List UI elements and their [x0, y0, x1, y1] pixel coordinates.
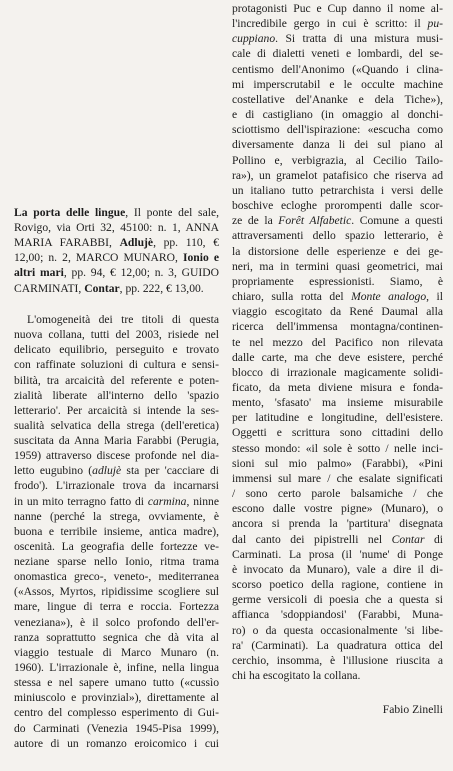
text-run: ancora si prenda la 'partitura' disegnata — [232, 517, 443, 531]
text-run: boschive ecloghe prorompenti dalle scor- — [232, 199, 443, 213]
body-line — [232, 396, 443, 410]
text-run: la distorsione delle esperienze e dei ge- — [232, 244, 443, 258]
text-run: Oggetti e scrittura sono cittadini dello — [232, 426, 443, 440]
text-run: mi imperscrutabil e le occulte machine — [232, 77, 443, 91]
text-run: veneziana»), è il solco profondo dell'er- — [14, 615, 219, 629]
body-line — [232, 199, 443, 213]
body-line — [14, 661, 219, 675]
heading-line — [14, 251, 219, 265]
text-run: mare, lingue di terra e roccia. Fortezza — [14, 600, 219, 614]
text-run: un italiano tutto petrarchista i versi delle — [232, 183, 443, 197]
text-run: escono dalle vostre pigne» (Munaro), o — [232, 502, 443, 516]
body-line — [232, 517, 443, 531]
body-line — [14, 631, 219, 645]
text-run: onomastica greco-, veneto-, mediterranea — [14, 570, 219, 584]
text-run: affianca 'sdoppiandosi' (Farabbi, Muna- — [232, 608, 443, 622]
text-run: stesso mondo: «il sole è sotto / nelle inci- — [232, 441, 443, 455]
text-run: sioni sul mio palmo» (Farabbi), «Pini — [232, 456, 443, 470]
text-run: L'omogeneità dei tre titoli di questa — [27, 313, 219, 326]
body-line — [14, 722, 219, 736]
text-run: chi ha escogitato la collana. — [232, 669, 361, 683]
text-run: nuova collana, tutti del 2003, risiede nel — [14, 328, 219, 342]
text-run: nanne (perché la strega, ovviamente, è — [14, 509, 219, 523]
text-run: zialità liberate all'interno dello 'spazio — [14, 388, 219, 402]
text-run: buona e terribile insieme, antica madre), — [14, 524, 219, 538]
text-run: viaggio testuale di Marco Munaro (n. — [14, 645, 219, 659]
body-line — [14, 691, 219, 705]
text-run: («Assos, Myrtos, ripidissime scogliere sul — [14, 585, 219, 599]
text-run: Contar — [391, 532, 425, 546]
text-run: dalle carte, ma che deve esistere, perché — [232, 350, 443, 364]
body-line — [14, 737, 219, 751]
body-line — [232, 290, 443, 304]
body-line — [232, 17, 443, 31]
text-run: MARIA FARABBI, — [14, 236, 120, 250]
text-run: Contar — [84, 281, 120, 295]
text-run: viaggio escogitato da René Daumal alla — [232, 305, 443, 319]
text-run: attraversamenti dello spazio letterario, è — [232, 229, 443, 243]
text-run: , ninne — [186, 494, 219, 508]
body-line — [232, 305, 443, 319]
text-run: 12,00; n. 2, MARCO MUNARO, — [14, 251, 183, 265]
body-line — [232, 229, 443, 243]
text-run: cerchio, insomma, è l'illusione riuscita a — [232, 653, 443, 667]
text-run: Monte analogo — [351, 290, 427, 304]
body-line — [232, 275, 443, 289]
body-line — [14, 616, 219, 630]
author-signature: Fabio Zinelli — [382, 703, 443, 716]
text-run: neziane sparse nello Ionio, ritma trama — [14, 555, 219, 569]
body-line — [14, 419, 219, 433]
text-run: pu- — [427, 17, 443, 31]
body-line — [14, 389, 219, 403]
text-run: ricerca dell'immensa montagna/continen- — [232, 320, 443, 334]
body-line — [232, 260, 443, 274]
text-run: centismo dell'Anonimo («Quando i clina- — [232, 62, 443, 76]
text-run: cuppiano — [232, 32, 276, 46]
text-run: 1959) attraverso discese profonde nel dia- — [14, 449, 219, 463]
text-run: letto eugubino ( — [14, 464, 93, 478]
body-line — [14, 404, 219, 418]
text-run: sta per 'cacciare di — [121, 464, 219, 478]
text-run: miniuscolo e provinzial»), direttamente al — [14, 691, 219, 705]
body-line — [14, 374, 219, 388]
text-run: propriamente espressionisti. Siamo, è — [232, 274, 443, 288]
text-run: stessa e nel sapere umano tutto («cussìo — [14, 676, 219, 690]
body-line — [232, 639, 443, 653]
body-line — [14, 600, 219, 614]
body-line — [232, 214, 443, 228]
text-run: . Comune a questi — [351, 214, 443, 228]
text-run: ra»), un gramelot patafisico che riserva ad — [232, 168, 443, 182]
text-run: ficato, da meta diviene misura e fonda- — [232, 381, 443, 394]
body-line — [232, 47, 443, 61]
text-run: chiaro, sulla rotta del — [232, 290, 352, 304]
text-run: in un mito terragno fatto di — [14, 494, 148, 508]
body-line — [232, 608, 443, 622]
body-line — [14, 479, 219, 493]
text-run: ze de la — [232, 214, 279, 228]
text-run: / sono certo parole balsamiche / che — [232, 487, 443, 501]
body-line — [232, 654, 443, 668]
text-run: suscitata da Anna Maria Farabbi (Perugia, — [14, 434, 219, 448]
body-line — [232, 123, 443, 137]
body-line — [232, 487, 443, 501]
body-line — [232, 411, 443, 425]
text-run: blocco di irrazionale magicamente solidi- — [232, 365, 443, 379]
text-run: germe versicoli di poesia che a questa si — [232, 593, 443, 607]
body-line — [14, 555, 219, 569]
body-line — [14, 449, 219, 463]
body-line — [232, 533, 443, 547]
heading-line — [14, 206, 219, 220]
text-run: ro) o da questa occasionalmente 'si libe- — [232, 623, 443, 637]
body-line — [14, 676, 219, 690]
text-run: sualità selvatica della strega (dell'eretica) — [14, 418, 219, 432]
heading-line — [14, 236, 219, 250]
body-line — [14, 706, 219, 720]
text-run: frodo'). L'irrazionale trova da incarnarsi — [14, 479, 219, 493]
text-run: letterario'. Per arcaicità si intende la ses- — [14, 403, 219, 417]
body-line — [232, 138, 443, 152]
text-run: ra' (Carminati). La quadratura ottica del — [232, 638, 443, 652]
body-line — [232, 351, 443, 365]
text-run: carmina — [147, 494, 187, 508]
text-run: costellative del'Ananke e dela Tiche»), — [232, 92, 443, 106]
text-run: immensi sul mare / che esalate significati — [232, 471, 443, 485]
body-line — [232, 184, 443, 198]
body-line — [232, 366, 443, 380]
body-line — [232, 457, 443, 471]
text-run: cale di dialetti veneti e lombardi, del se- — [232, 47, 443, 61]
text-run: Pollino e, verbigrazia, al Cecilio Tailo- — [232, 153, 443, 167]
text-run: con raffinate soluzioni di cultura e sensi- — [14, 358, 219, 372]
text-run: , pp. 222, € 13,00. — [119, 281, 204, 295]
body-line — [232, 108, 443, 122]
body-line — [232, 245, 443, 259]
text-run: bilità, tra arcaicità del referente e poten- — [14, 373, 219, 387]
text-run: e di castigliano (in omaggio al donchi- — [232, 108, 443, 122]
body-line — [14, 525, 219, 539]
body-line — [232, 563, 443, 577]
text-run: è invocato da Munaro), vale a dire il di- — [232, 562, 443, 576]
body-line — [232, 63, 443, 77]
text-run: di — [424, 532, 443, 546]
body-line — [232, 32, 443, 46]
text-run: Ionio e — [183, 251, 219, 265]
body-line — [232, 154, 443, 168]
text-run: Carminati. La prosa (il 'nume' di Ponge — [232, 547, 443, 561]
body-line — [232, 442, 443, 456]
text-run: , Il ponte del sale, — [125, 206, 219, 219]
body-line — [14, 358, 219, 372]
body-line — [232, 624, 443, 638]
text-run: scorso poetico della ragione, contiene in — [232, 578, 443, 592]
body-line — [232, 336, 443, 350]
body-line — [14, 313, 219, 327]
body-line — [232, 381, 443, 395]
text-run: CARMINATI, — [14, 281, 85, 295]
text-run: do Carminati (Venezia 1945-Pisa 1999), — [14, 721, 219, 735]
text-run: ranza soprattutto segnica che dà vita al — [14, 630, 219, 644]
heading-line — [14, 221, 219, 235]
body-line — [232, 426, 443, 440]
body-line — [14, 495, 219, 509]
body-line — [232, 93, 443, 107]
body-line — [232, 548, 443, 562]
body-line — [14, 570, 219, 584]
body-line — [14, 510, 219, 524]
body-line — [232, 502, 443, 516]
body-line — [232, 578, 443, 592]
body-line — [14, 434, 219, 448]
text-run: mento, 'sfasato' ma insieme misurabile — [232, 396, 443, 410]
text-run: autore di un romanzo eroicomico i cui — [14, 736, 219, 750]
text-run: diversamente danza li dei sul piano al — [232, 138, 443, 152]
body-line — [232, 2, 443, 16]
text-run: per latitudine e longitudine, dell'esistere. — [232, 411, 443, 425]
text-run: Adlujè — [119, 236, 154, 250]
body-line — [232, 593, 443, 607]
body-line — [232, 320, 443, 334]
text-run: Rovigo, via Orti 32, 45100: n. 1, ANNA — [14, 221, 219, 235]
body-line — [232, 472, 443, 486]
text-run: adlujè — [92, 464, 122, 478]
text-run: l'incredibile gergo in cui è scritto: il — [232, 17, 428, 31]
text-run: te nel mezzo del Pacifico non rilevata — [232, 335, 443, 349]
body-line — [14, 585, 219, 599]
text-run: oscenità. La geografia delle fortezze ve- — [14, 539, 219, 553]
text-run: neri, ma in termini quasi geometrici, mai — [232, 259, 443, 273]
text-run: . Si tratta di una mistura musi- — [275, 32, 443, 46]
body-line — [14, 328, 219, 342]
text-run: altri mari — [14, 266, 64, 280]
body-line — [232, 669, 443, 683]
text-run: centro del complesso esperimento di Gui- — [14, 706, 219, 720]
text-run: sciottismo dell'ispirazione: «escucha como — [232, 123, 443, 137]
text-run: , pp. 110, € — [153, 236, 219, 250]
body-line — [14, 540, 219, 554]
text-run: Forêt Alfabetic — [278, 214, 352, 228]
text-run: dal canto dei pipistrelli nel — [232, 532, 392, 546]
text-run: protagonisti Puc e Cup danno il nome al- — [232, 2, 443, 15]
text-run: delicato equilibrio, perseguito e trovato — [14, 343, 219, 357]
body-line — [232, 78, 443, 92]
text-run: 1960). L'irrazionale è, infine, nella lingua — [14, 660, 219, 674]
heading-line — [14, 266, 219, 280]
body-line — [14, 464, 219, 478]
text-run: , pp. 94, € 12,00; n. 3, GUIDO — [63, 266, 219, 280]
text-run: La porta delle lingue — [14, 206, 126, 219]
text-run: , il — [426, 290, 443, 304]
heading-line — [14, 282, 219, 296]
body-line — [14, 646, 219, 660]
body-line — [232, 169, 443, 183]
body-line — [14, 343, 219, 357]
